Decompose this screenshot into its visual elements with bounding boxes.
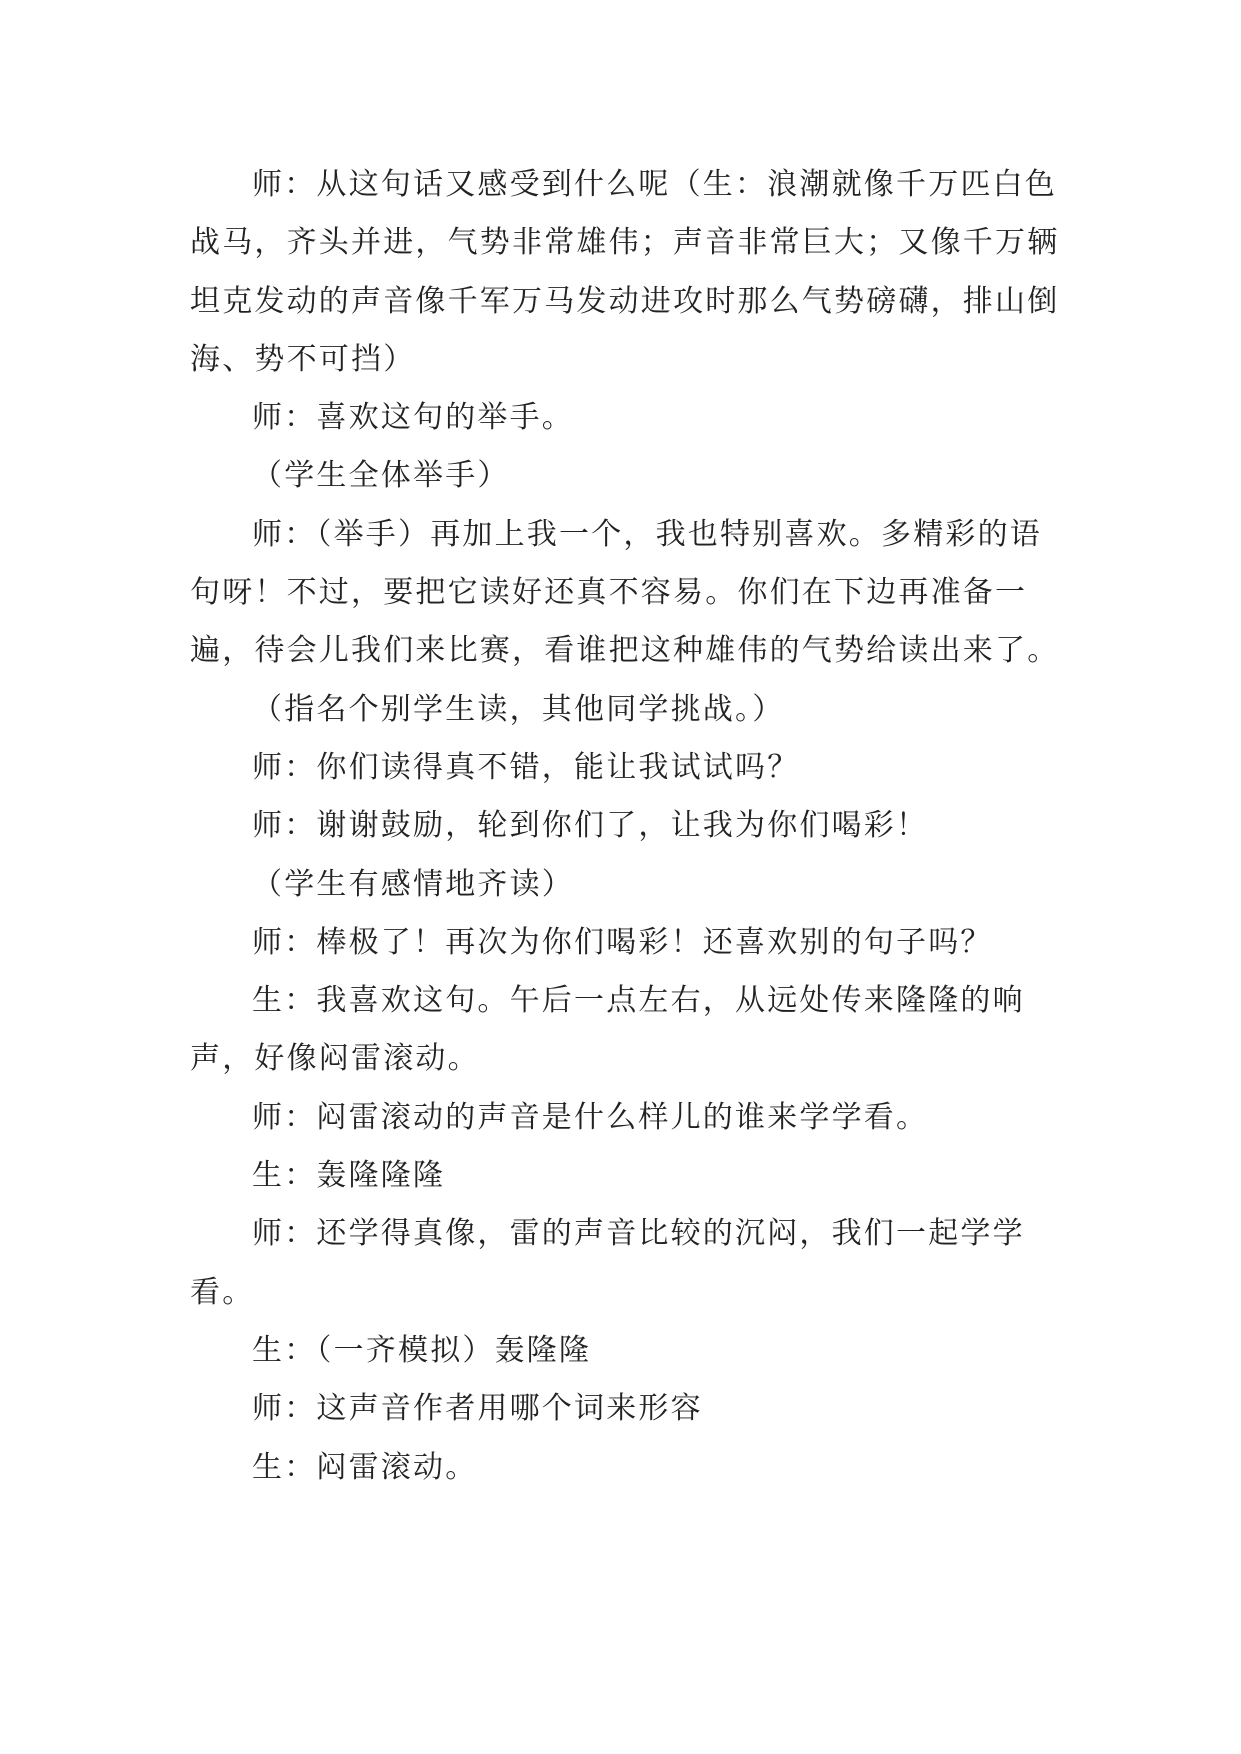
paragraph-10: 生：我喜欢这句。午后一点左右，从远处传来隆隆的响声，好像闷雷滚动。 <box>190 983 1025 1077</box>
paragraph-1: 师：从这句话又感受到什么呢（生：浪潮就像千万匹白色战马，齐头并进，气势非常雄伟；声音非常巨大；又像千万辆坦克发动的声音像千军万马发动进攻时那么气势磅礴，排山倒海、势不可挡） <box>190 167 1060 377</box>
paragraph-12: 生：轰隆隆隆 <box>252 1158 446 1194</box>
document-page <box>190 156 1070 1497</box>
paragraph-6: 师：你们读得真不错，能让我试试吗？ <box>252 749 800 785</box>
paragraph-11: 师：闷雷滚动的声音是什么样儿的谁来学学看。 <box>252 1099 929 1135</box>
paragraph-3: （学生全体举手） <box>252 458 510 494</box>
paragraph-14: 生：（一齐模拟）轰隆隆 <box>252 1332 592 1368</box>
paragraph-5: （指名个别学生读，其他同学挑战。） <box>252 691 785 727</box>
paragraph-2: 师：喜欢这句的举手。 <box>252 400 574 436</box>
paragraph-7: 师：谢谢鼓励，轮到你们了，让我为你们喝彩！ <box>252 808 929 844</box>
paragraph-8: （学生有感情地齐读） <box>252 866 574 902</box>
paragraph-13: 师：还学得真像，雷的声音比较的沉闷，我们一起学学看。 <box>190 1216 1025 1310</box>
paragraph-16: 生：闷雷滚动。 <box>252 1449 478 1485</box>
paragraph-9: 师：棒极了！再次为你们喝彩！还喜欢别的句子吗？ <box>252 924 993 960</box>
paragraph-15: 师：这声音作者用哪个词来形容 <box>252 1391 703 1427</box>
paragraph-4: 师：（举手）再加上我一个，我也特别喜欢。多精彩的语句呀！不过，要把它读好还真不容易。你们在下边再准备一遍，待会儿我们来比赛，看谁把这种雄伟的气势给读出来了。 <box>190 516 1060 669</box>
